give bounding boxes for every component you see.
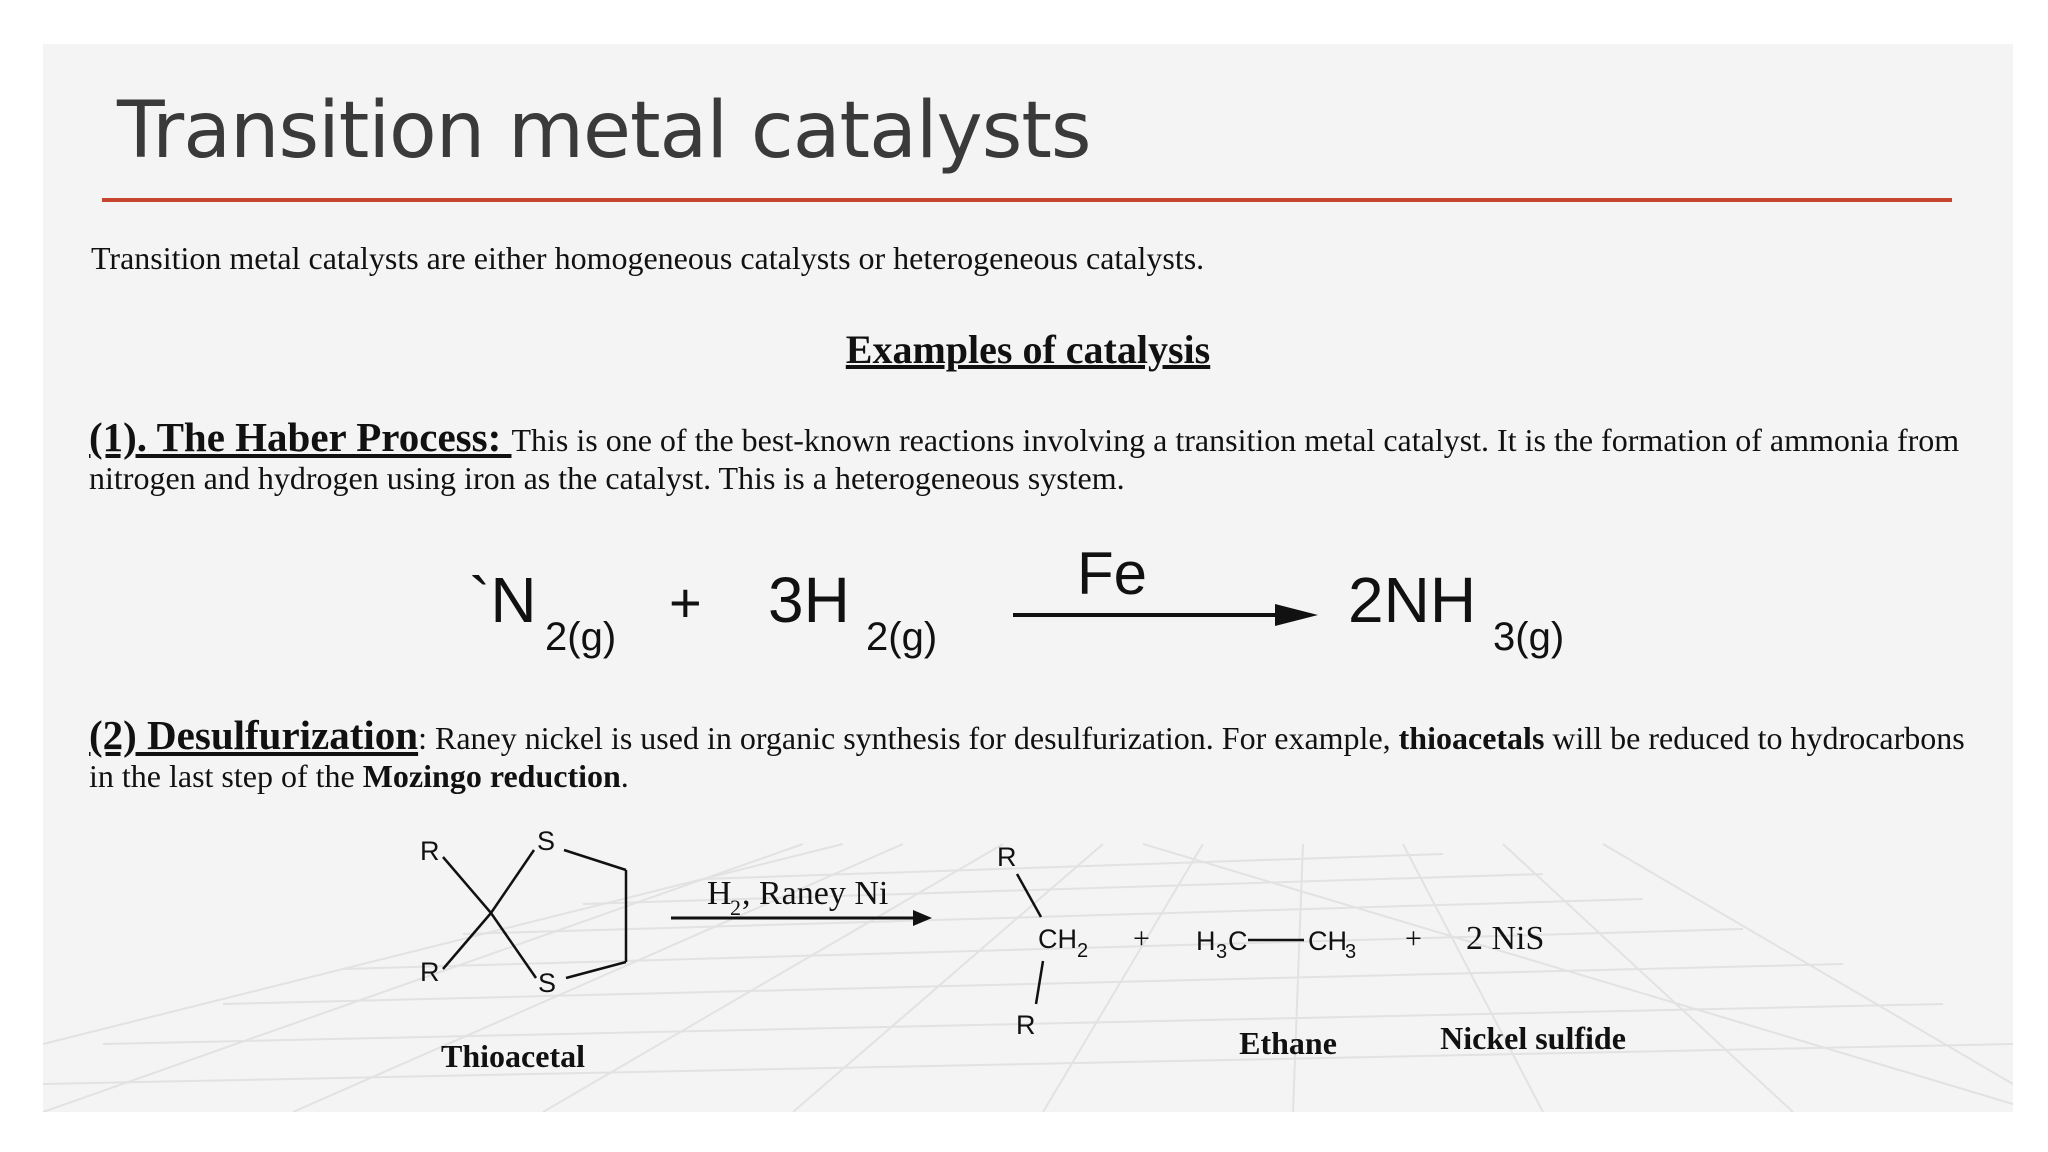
desulf-text-1: : Raney nickel is used in organic synthesis for desulfurization. For example, [418, 720, 1399, 756]
haber-equation [469, 540, 1564, 659]
haber-arrowhead [1275, 604, 1318, 626]
nh3-subscript: 3(g) [1493, 615, 1565, 659]
ethane-ch: CH [1308, 926, 1347, 956]
n2-symbol: `N [469, 564, 537, 636]
reagent-raney-ni: , Raney Ni [742, 875, 889, 912]
ethane-h-subscript: 3 [1216, 941, 1228, 963]
reagent-h: H [707, 875, 732, 912]
slide-title: Transition metal catalysts [117, 86, 1091, 176]
n2-subscript: 2(g) [545, 615, 617, 659]
ethane-label: Ethane [1239, 1025, 1337, 1061]
nickel-sulfide-label: Nickel sulfide [1440, 1020, 1626, 1056]
haber-text: This is one of the best-known reactions involving a transition metal catalyst. It is the formation of ammonia from nitrogen and hydrogen using iron as the catalyst. This is a heterogeneous system. [89, 422, 1960, 496]
desulf-text-3: . [620, 758, 629, 794]
slide [43, 44, 2013, 1112]
product-plus-2: + [1405, 922, 1422, 955]
desulf-bold-mozingo: Mozingo reduction [362, 758, 621, 794]
mozingo-arrow [671, 875, 932, 926]
atom-s-top: S [537, 826, 556, 856]
haber-plus: + [669, 571, 702, 634]
ethane-c: C [1228, 926, 1248, 956]
h2-symbol: 3H [768, 564, 850, 636]
product-ch2: CH [1038, 924, 1077, 954]
product-plus-1: + [1133, 922, 1150, 955]
desulf-text-2: will be reduced to hydrocarbons in the last step of the [89, 720, 1965, 794]
haber-heading: (1). The Haber Process: [89, 414, 512, 460]
desulf-heading: (2) Desulfurization [89, 712, 419, 758]
reaction-graphics [43, 44, 2013, 1112]
nh3-symbol: 2NH [1348, 564, 1477, 636]
section-heading: Examples of catalysis [845, 327, 1211, 372]
ethane-h: H [1196, 926, 1216, 956]
ethane-ch-subscript: 3 [1345, 941, 1357, 963]
ethane-structure [1196, 926, 1356, 963]
fe-catalyst: Fe [1077, 540, 1148, 607]
h2-subscript: 2(g) [866, 615, 938, 659]
atom-r-bottom: R [420, 957, 440, 987]
alkane-product [997, 842, 1088, 1040]
thioacetal-atoms [420, 826, 556, 998]
nickel-sulfide-formula: 2 NiS [1466, 920, 1545, 957]
product-ch2-subscript: 2 [1077, 940, 1089, 962]
product-r-top: R [997, 842, 1017, 872]
atom-s-bottom: S [538, 968, 557, 998]
reagent-h-subscript: 2 [730, 895, 741, 920]
thioacetal-structure [443, 850, 626, 978]
intro-text: Transition metal catalysts are either homogeneous catalysts or heterogeneous catalysts. [91, 240, 1205, 276]
atom-r-top: R [420, 836, 440, 866]
desulf-bold-thioacetals: thioacetals [1398, 720, 1545, 756]
product-r-bottom: R [1016, 1010, 1036, 1040]
thioacetal-label: Thioacetal [441, 1038, 585, 1074]
